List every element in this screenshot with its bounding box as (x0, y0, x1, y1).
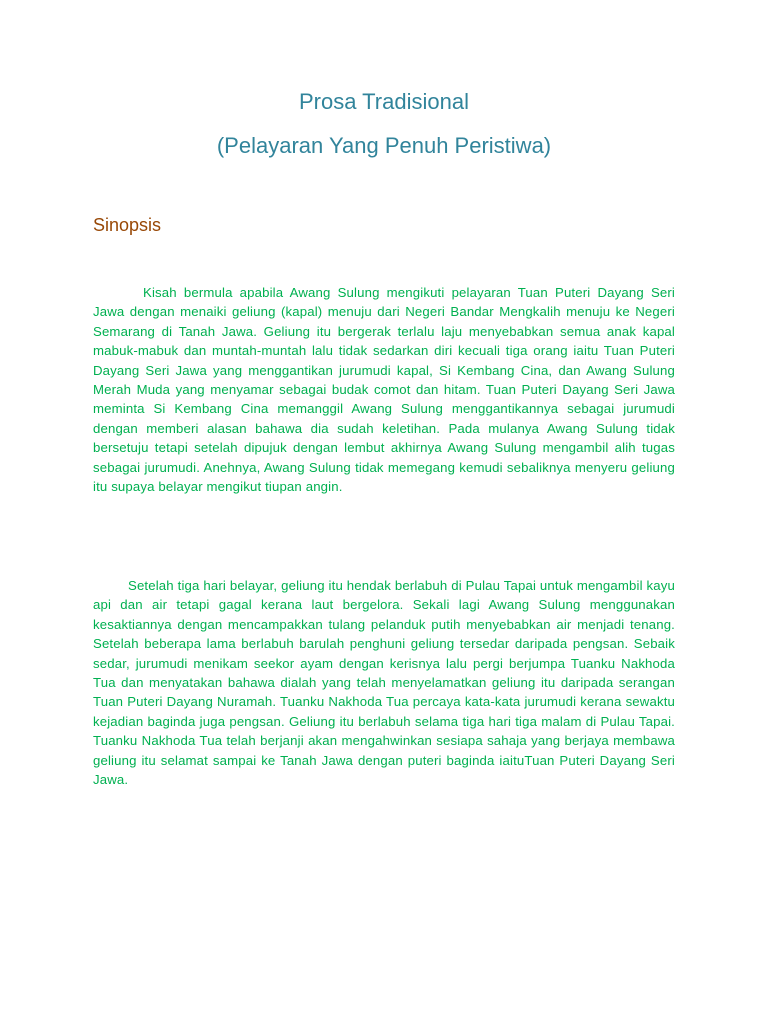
section-heading-sinopsis: Sinopsis (93, 215, 162, 235)
synopsis-paragraph-1: Kisah bermula apabila Awang Sulung mengikuti pelayaran Tuan Puteri Dayang Seri Jawa dengan menaiki geliung (kapal) menuju dari Negeri Bandar Mengkalih menuju ke Negeri Semarang di Tanah Jawa. Geliung itu bergerak terlalu laju menyebabkan semua anak kapal mabuk-mabuk dan muntah-muntah lalu tidak sedarkan diri kecuali tiga orang iaitu Tuan Puteri Dayang Seri Jawa yang menggantikan jurumudi kapal, Si Kembang Cina, dan Awang Sulung Merah Muda yang menyamar sebagai budak comot dan hitam. Tuan Puteri Dayang Seri Jawa meminta Si Kembang Cina memanggil Awang Sulung menggantikannya sebagai jurumudi dengan memberi alasan bahawa dia sudah keletihan. Pada mulanya Awang Sulung tidak bersetuju tetapi setelah dipujuk dengan lembut akhirnya Awang Sulung mengambil alih tugas sebagai jurumudi. Anehnya, Awang Sulung tidak memegang kemudi sebaliknya menyeru geliung itu supaya belayar mengikut tiupan angin. (93, 285, 675, 495)
synopsis-paragraph-2: Setelah tiga hari belayar, geliung itu hendak berlabuh di Pulau Tapai untuk mengambil kayu api dan air tetapi gagal kerana laut bergelora. Sekali lagi Awang Sulung menggunakan kesaktiannya dengan mencampakkan tulang pelanduk putih menyebabkan air menjadi tenang. Setelah beberapa lama berlabuh barulah penghuni geliung tersedar daripada pengsan. Sebaik sedar, jurumudi menikam seekor ayam dengan kerisnya lalu pergi berjumpa Tuanku Nakhoda Tua dan menyatakan bahawa dialah yang telah menyelamatkan geliung itu daripada serangan Tuan Puteri Dayang Nuramah. Tuanku Nakhoda Tua percaya kata-kata jurumudi kerana sewaktu kejadian baginda juga pengsan. Geliung itu berlabuh selama tiga hari tiga malam di Pulau Tapai. Tuanku Nakhoda Tua telah berjanji akan mengahwinkan sesiapa sahaja yang berjaya membawa geliung itu selamat sampai ke Tanah Jawa dengan puteri baginda iaituTuan Puteri Dayang Seri Jawa. (93, 578, 675, 788)
document-subtitle: (Pelayaran Yang Penuh Peristiwa) (216, 133, 552, 158)
document-title: Prosa Tradisional (299, 89, 469, 114)
